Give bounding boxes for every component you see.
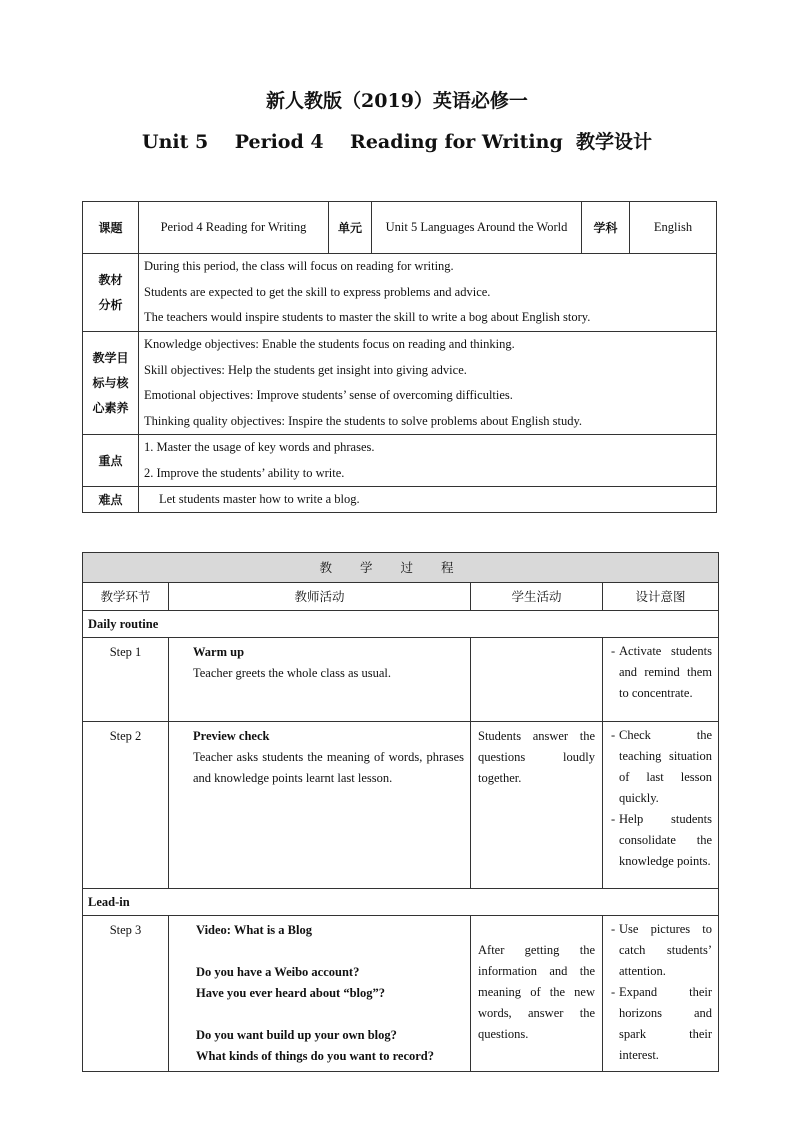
design-intent <box>603 638 719 722</box>
teacher-activity <box>169 638 471 722</box>
objective-line: Knowledge objectives: Enable the students focus on reading and thinking. <box>144 337 515 351</box>
student-activity <box>471 638 603 722</box>
info-table <box>82 201 717 513</box>
objectives-label: 教学目标与核心素养 <box>83 332 139 435</box>
keypoint-line: 2. Improve the students’ ability to write. <box>144 465 345 480</box>
step-label: Step 2 <box>83 722 169 889</box>
unit-label: 单元 <box>329 202 372 254</box>
process-title: 教学过程 <box>83 553 719 583</box>
keypoints <box>139 435 717 487</box>
student-activity: After getting the information and the meaning of the new words, answer the questions. <box>471 916 603 1072</box>
question: What kinds of things do you want to record? <box>196 1049 435 1063</box>
activity-heading: Preview check <box>193 729 270 743</box>
subject-value: English <box>630 202 717 254</box>
step-label: Step 1 <box>83 638 169 722</box>
col-header-student: 学生活动 <box>471 583 603 611</box>
difficulty-value: Let students master how to write a blog. <box>139 487 717 513</box>
intent-item: - Expand their horizons and spark their interest. <box>611 985 713 1062</box>
intent-item: - Check the teaching situation of last lesson quickly. <box>611 728 713 805</box>
material-analysis <box>139 254 717 332</box>
question: Have you ever heard about “blog”? <box>196 986 386 1000</box>
design-intent <box>603 916 719 1072</box>
activity-text: Teacher greets the whole class as usual. <box>193 666 392 680</box>
intent-item: - Help students consolidate the knowledge points. <box>611 812 713 868</box>
teacher-activity <box>169 916 471 1072</box>
unit-value: Unit 5 Languages Around the World <box>372 202 582 254</box>
objectives <box>139 332 717 435</box>
material-line: The teachers would inspire students to master the skill to write a bog about English story. <box>144 310 591 325</box>
col-header-stage: 教学环节 <box>83 583 169 611</box>
section-lead-in: Lead-in <box>83 889 719 916</box>
difficulty-label: 难点 <box>83 487 139 513</box>
activity-heading: Video: What is a Blog <box>196 923 312 937</box>
subject-label: 学科 <box>582 202 630 254</box>
intent-item: - Activate students and remind them to concentrate. <box>611 644 713 700</box>
course-value: Period 4 Reading for Writing <box>139 202 329 254</box>
intent-item: - Use pictures to catch students’ attention. <box>611 922 713 978</box>
col-header-intent: 设计意图 <box>603 583 719 611</box>
material-label: 教材分析 <box>83 254 139 332</box>
student-activity: Students answer the questions loudly together. <box>471 722 603 889</box>
teacher-activity <box>169 722 471 889</box>
question: Do you want build up your own blog? <box>196 1028 397 1042</box>
section-daily-routine: Daily routine <box>83 611 719 638</box>
activity-text: Teacher asks students the meaning of words, phrases and knowledge points learnt last lesson. <box>193 750 464 785</box>
process-table <box>82 552 719 1072</box>
objective-line: Thinking quality objectives: Inspire the students to solve problems about English study. <box>144 413 583 428</box>
objective-line: Skill objectives: Help the students get insight into giving advice. <box>144 362 467 377</box>
question: Do you have a Weibo account? <box>196 965 360 979</box>
keypoint-line: 1. Master the usage of key words and phrases. <box>144 440 375 454</box>
document-subtitle: Unit 5 Period 4 Reading for Writing 教学设计 <box>142 131 652 153</box>
objective-line: Emotional objectives: Improve students’ sense of overcoming difficulties. <box>144 388 513 402</box>
course-label: 课题 <box>83 202 139 254</box>
document-title: 新人教版（2019）英语必修一 <box>266 90 528 112</box>
keypoints-label: 重点 <box>83 435 139 487</box>
material-line: During this period, the class will focus on reading for writing. <box>144 259 454 274</box>
col-header-teacher: 教师活动 <box>169 583 471 611</box>
step-label: Step 3 <box>83 916 169 1072</box>
material-line: Students are expected to get the skill to express problems and advice. <box>144 284 491 299</box>
activity-heading: Warm up <box>193 645 245 659</box>
design-intent <box>603 722 719 889</box>
